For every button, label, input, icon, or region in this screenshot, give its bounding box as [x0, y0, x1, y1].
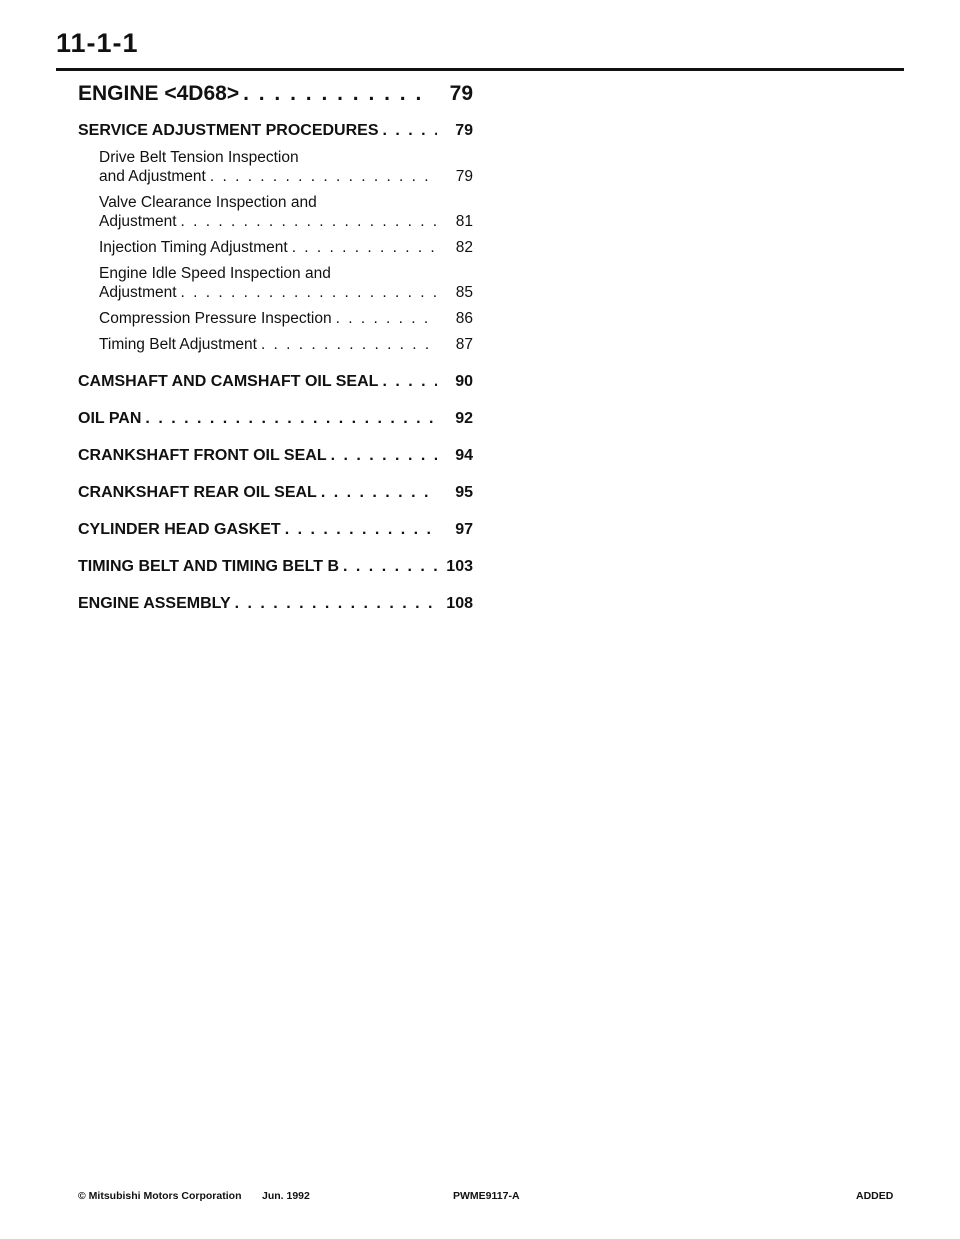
dot-leader: [210, 167, 437, 186]
item-title-line1: Drive Belt Tension Inspection: [99, 149, 299, 166]
dot-leader: [321, 484, 437, 502]
toc-item: [99, 264, 473, 302]
dot-leader: [331, 447, 437, 465]
toc-section: [78, 484, 473, 502]
dot-leader: [261, 335, 437, 354]
footer-date: Jun. 1992: [262, 1190, 310, 1202]
item-page: 81: [455, 213, 473, 230]
section-title: SERVICE ADJUSTMENT PROCEDURES: [78, 122, 379, 139]
chapter-page: 79: [449, 82, 473, 105]
footer-copyright: © Mitsubishi Motors Corporation: [78, 1190, 242, 1202]
toc-section: [78, 521, 473, 539]
section-title: ENGINE ASSEMBLY: [78, 595, 231, 612]
dot-leader: [243, 82, 429, 106]
item-title-line1: Engine Idle Speed Inspection and: [99, 265, 331, 282]
section-page: 79: [455, 122, 473, 139]
dot-leader: [181, 212, 437, 231]
section-page: 92: [455, 410, 473, 427]
dot-leader: [285, 521, 437, 539]
toc-section: [78, 410, 473, 428]
item-title: Compression Pressure Inspection: [99, 310, 332, 327]
dot-leader: [383, 122, 438, 140]
dot-leader: [181, 283, 437, 302]
item-title: Adjustment: [99, 284, 177, 301]
toc-item: [99, 309, 473, 328]
footer-document-code: PWME9117-A: [453, 1190, 520, 1202]
page-number: 11-1-1: [56, 28, 139, 58]
item-page: 86: [455, 310, 473, 327]
dot-leader: [343, 558, 437, 576]
table-of-contents: [78, 82, 473, 632]
item-title: Timing Belt Adjustment: [99, 336, 257, 353]
item-title: and Adjustment: [99, 168, 206, 185]
toc-group-service-adjustment: [78, 122, 473, 354]
chapter-title: ENGINE <4D68>: [78, 82, 240, 105]
item-page: 85: [455, 284, 473, 301]
section-title: OIL PAN: [78, 410, 142, 427]
section-page: 108: [446, 595, 473, 612]
dot-leader: [235, 595, 437, 613]
section-title: TIMING BELT AND TIMING BELT B: [78, 558, 340, 575]
item-page: 87: [455, 336, 473, 353]
section-page: 95: [455, 484, 473, 501]
toc-section: [78, 122, 473, 140]
item-title-line1: Valve Clearance Inspection and: [99, 194, 317, 211]
toc-item: [99, 238, 473, 257]
toc-item: [99, 335, 473, 354]
section-title: CRANKSHAFT FRONT OIL SEAL: [78, 447, 327, 464]
toc-section: [78, 447, 473, 465]
item-page: 79: [455, 168, 473, 185]
toc-section: [78, 558, 473, 576]
section-title: CRANKSHAFT REAR OIL SEAL: [78, 484, 317, 501]
dot-leader: [292, 238, 437, 257]
section-title: CYLINDER HEAD GASKET: [78, 521, 281, 538]
item-title: Adjustment: [99, 213, 177, 230]
footer-status: ADDED: [856, 1190, 894, 1202]
header-rule: [56, 68, 904, 71]
section-page: 97: [455, 521, 473, 538]
section-page: 90: [455, 373, 473, 390]
toc-subitems: [78, 148, 473, 354]
toc-section: [78, 595, 473, 613]
item-page: 82: [455, 239, 473, 256]
toc-item: [99, 193, 473, 231]
section-page: 103: [446, 558, 473, 575]
dot-leader: [336, 309, 437, 328]
dot-leader: [145, 410, 437, 428]
section-page: 94: [455, 447, 473, 464]
toc-section: [78, 373, 473, 391]
toc-item: [99, 148, 473, 186]
dot-leader: [382, 373, 437, 391]
section-title: CAMSHAFT AND CAMSHAFT OIL SEAL: [78, 373, 379, 390]
item-title: Injection Timing Adjustment: [99, 239, 288, 256]
toc-chapter: [78, 82, 473, 106]
